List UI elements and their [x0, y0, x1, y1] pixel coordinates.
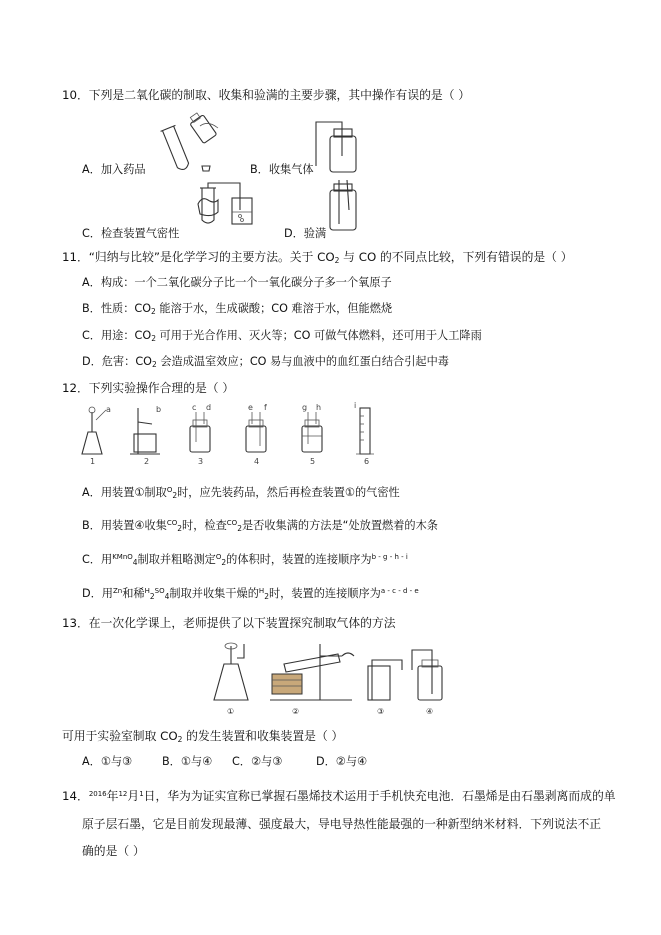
q12-label-h: h	[316, 403, 322, 412]
q14-line-2: 原子层石墨，它是目前发现最薄、强度最大，导电导热性能最强的一种新型纳米材料．下列说法不正	[82, 817, 602, 831]
q12-apparatus-figure	[80, 402, 380, 468]
q13-stem: 13．在一次化学课上，老师提供了以下装置探究制取气体的方法	[62, 616, 396, 630]
q12-num-2: 2	[144, 457, 150, 466]
q10-fig-d-check-full	[325, 180, 365, 235]
q13-fig-num-3: ③	[377, 707, 385, 716]
q10-fig-c-airtightness	[196, 180, 266, 230]
q10-fig-b-collect-gas	[312, 116, 362, 176]
q10-option-d: D．验满	[284, 227, 327, 240]
q10-option-b: B．收集气体	[250, 163, 314, 176]
q12-label-c: c	[192, 403, 197, 412]
q10-fig-a-add-reagent	[160, 108, 230, 178]
q11-stem: 11．“归纳与比较”是化学学习的主要方法。关于 $CO_2$ 与 CO 的不同点比较，下列有错误的是（ ）	[62, 250, 573, 265]
q10-option-a: A．加入药品	[82, 163, 146, 176]
q11-option-c: C．用途：$CO_2$ 可用于光合作用、灭火等；CO 可做气体燃料，还可用于人工降雨	[82, 329, 482, 343]
q13-option-d: D．②与④	[316, 755, 368, 768]
q13-option-b: B．①与④	[162, 755, 213, 768]
q12-option-c: C．用$^{KMnO}_4$制取并粗略测定$^O_2$的体积时，装置的连接顺序为$^{b - g - h - i}$	[82, 553, 408, 567]
q13-apparatus-figure	[212, 640, 452, 718]
q11-option-a: A．构成：一个二氧化碳分子比一个一氧化碳分子多一个氧原子	[82, 276, 392, 289]
q11-option-b: B．性质：$CO_2$ 能溶于水，生成碳酸；CO 难溶于水，但能燃烧	[82, 302, 393, 316]
q12-option-d: D．用$^{Zn}$和稀$^H_2^{SO}_4$制取并收集干燥的$^H_2$时，装置的连接顺序为$^{a - c - d - e}$	[82, 587, 419, 601]
q13-option-c: C．②与③	[232, 755, 283, 768]
q12-num-6: 6	[364, 457, 370, 466]
q10-stem: 10．下列是二氧化碳的制取、收集和验满的主要步骤，其中操作有误的是（ ）	[62, 88, 471, 102]
q13-fig-num-4: ④	[426, 707, 434, 716]
q12-num-1: 1	[90, 457, 96, 466]
q12-stem: 12．下列实验操作合理的是（ ）	[62, 381, 235, 395]
q14-line-3: 确的是（ ）	[82, 844, 145, 858]
q12-label-g: g	[302, 403, 308, 412]
q12-num-4: 4	[254, 457, 260, 466]
q10-option-c: C．检查装置气密性	[82, 227, 180, 240]
q12-label-e: e	[248, 403, 253, 412]
q14-line-1: 14．$^{2016}$年$^{12}$月$^1$日，华为为证实宣称已掌握石墨烯技术运用于手机快充电池．石墨烯是由石墨剥离而成的单	[62, 789, 616, 803]
q11-option-d: D．危害：$CO_2$ 会造成温室效应；CO 易与血液中的血红蛋白结合引起中毒	[82, 355, 449, 369]
q12-label-i: i	[354, 401, 357, 410]
q12-label-f: f	[264, 403, 267, 412]
q12-option-a: A．用装置①制取$^O_2$时，应先装药品，然后再检查装置①的气密性	[82, 486, 400, 500]
q13-fig-num-1: ①	[227, 707, 235, 716]
q12-num-3: 3	[198, 457, 204, 466]
q13-question: 可用于实验室制取 $CO_2$ 的发生装置和收集装置是（ ）	[62, 729, 344, 744]
q12-option-b: B．用装置④收集$^{CO}_2$时，检查$^{CO}_2$是否收集满的方法是“处放置燃着的木条	[82, 519, 438, 533]
q12-label-b: b	[156, 405, 162, 414]
q12-label-d: d	[206, 403, 212, 412]
q12-num-5: 5	[310, 457, 316, 466]
q12-label-a: a	[106, 405, 111, 414]
q13-option-a: A．①与③	[82, 755, 133, 768]
q13-fig-num-2: ②	[292, 707, 300, 716]
